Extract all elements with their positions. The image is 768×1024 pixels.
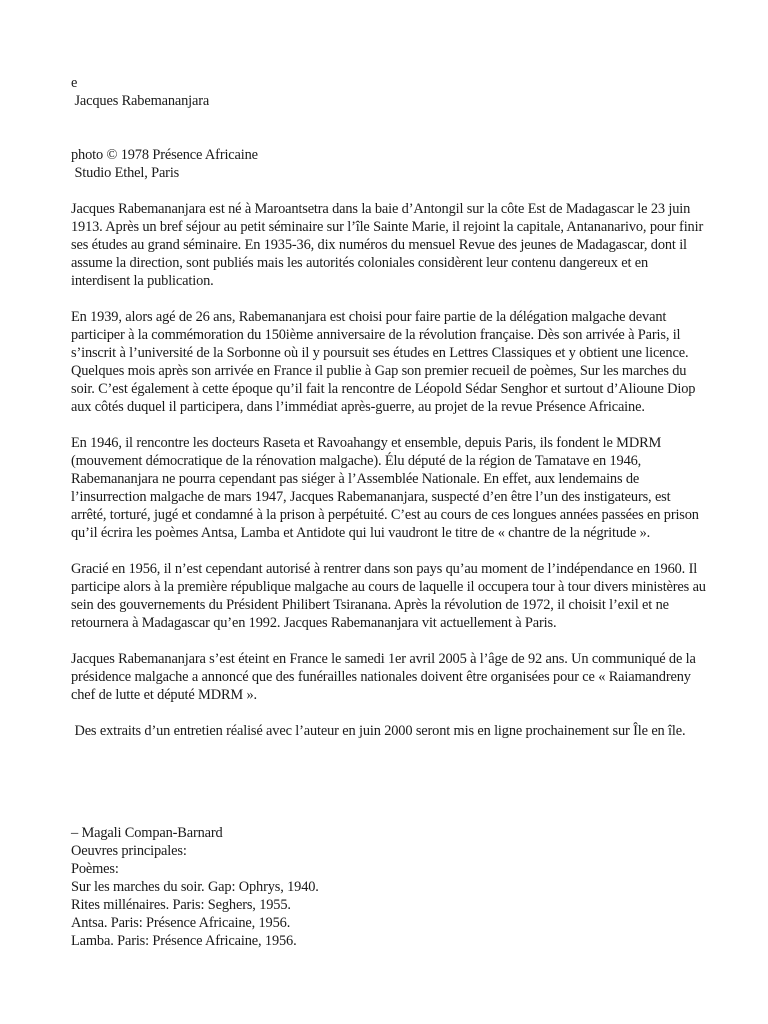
photo-credit: photo © 1978 Présence Africaine xyxy=(71,147,258,163)
paragraph-1956: Gracié en 1956, il n’est cependant autorisé à rentrer dans son pays qu’au moment de l’indépendance en 1960. Il participe alors à la première république malgache au cours de laquelle il occupera tour à tour divers ministères au sein des gouvernements du Président Philibert Tsiranana. Après la révolution de 1972, il choisit l’exil et ne retournera à Madagascar qu’en 1992. Jacques Rabemananjara vit actuellement à Paris. xyxy=(71,561,706,631)
photo-studio: Studio Ethel, Paris xyxy=(71,165,180,181)
work-item: Rites millénaires. Paris: Seghers, 1955. xyxy=(71,897,291,913)
paragraph-1946: En 1946, il rencontre les docteurs Raseta et Ravoahangy et ensemble, depuis Paris, ils fondent le MDRM (mouvement démocratique de la rénovation malgache). Élu député de la région de Tamatave en 1946, Rabemananjara ne pourra cependant pas siéger à l’Assemblée Nationale. En effet, aux lendemains de l’insurrection malgache de mars 1947, Jacques Rabemananjara, suspecté d’en être l’un des instigateurs, est arrêté, torturé, jugé et condamné à la prison à perpétuité. C’est au cours de ces longues années passées en prison qu’il écrira les poèmes Antsa, Lamba et Antidote qui lui vaudront le titre de « chantre de la négritude ». xyxy=(71,435,699,541)
paragraph-1939: En 1939, alors agé de 26 ans, Rabemananjara est choisi pour faire partie de la délégation malgache devant participer à la commémoration du 150ième anniversaire de la révolution française. Dès son arrivée à Paris, il s’inscrit à l’université de la Sorbonne où il y poursuit ses études en Lettres Classiques et y obtient une licence. Quelques mois après son arrivée en France il publie à Gap son premier recueil de poèmes, Sur les marches du soir. C’est également à cette époque qu’il fait la rencontre de Léopold Sédar Senghor et surtout d’Alioune Diop aux côtés duquel il participera, dans l’immédiat après-guerre, au projet de la revue Présence Africaine. xyxy=(71,309,696,415)
work-item: Sur les marches du soir. Gap: Ophrys, 1940. xyxy=(71,879,319,895)
biography-body xyxy=(71,200,707,758)
work-item: Lamba. Paris: Présence Africaine, 1956. xyxy=(71,933,297,949)
works-heading: Oeuvres principales: xyxy=(71,843,187,859)
poems-heading: Poèmes: xyxy=(71,861,119,877)
work-item: Antsa. Paris: Présence Africaine, 1956. xyxy=(71,915,291,931)
author-name: Jacques Rabemananjara xyxy=(71,93,210,109)
works-block xyxy=(71,824,319,950)
paragraph-death: Jacques Rabemananjara s’est éteint en France le samedi 1er avril 2005 à l’âge de 92 ans. Un communiqué de la présidence malgache a annoncé que des funérailles nationales doivent être organisées pour ce « Raiamandreny chef de lutte et député MDRM ». xyxy=(71,651,696,703)
photo-credit-block xyxy=(71,146,258,182)
header-letter: e xyxy=(71,75,78,91)
paragraph-birth: Jacques Rabemananjara est né à Maroantsetra dans la baie d’Antongil sur la côte Est de Madagascar le 23 juin 1913. Après un bref séjour au petit séminaire sur l’île Sainte Marie, il rejoint la capitale, Antananarivo, pour finir ses études au grand séminaire. En 1935-36, dix numéros du mensuel Revue des jeunes de Madagascar, dont il assume la direction, sont publiés mais les autorités coloniales considèrent leur contenu dangereux et en interdisent la publication. xyxy=(71,201,704,289)
paragraph-interview: Des extraits d’un entretien réalisé avec l’auteur en juin 2000 seront mis en ligne prochainement sur Île en île. xyxy=(71,723,686,739)
author-signature: – Magali Compan-Barnard xyxy=(71,825,223,841)
header-block xyxy=(71,74,209,110)
